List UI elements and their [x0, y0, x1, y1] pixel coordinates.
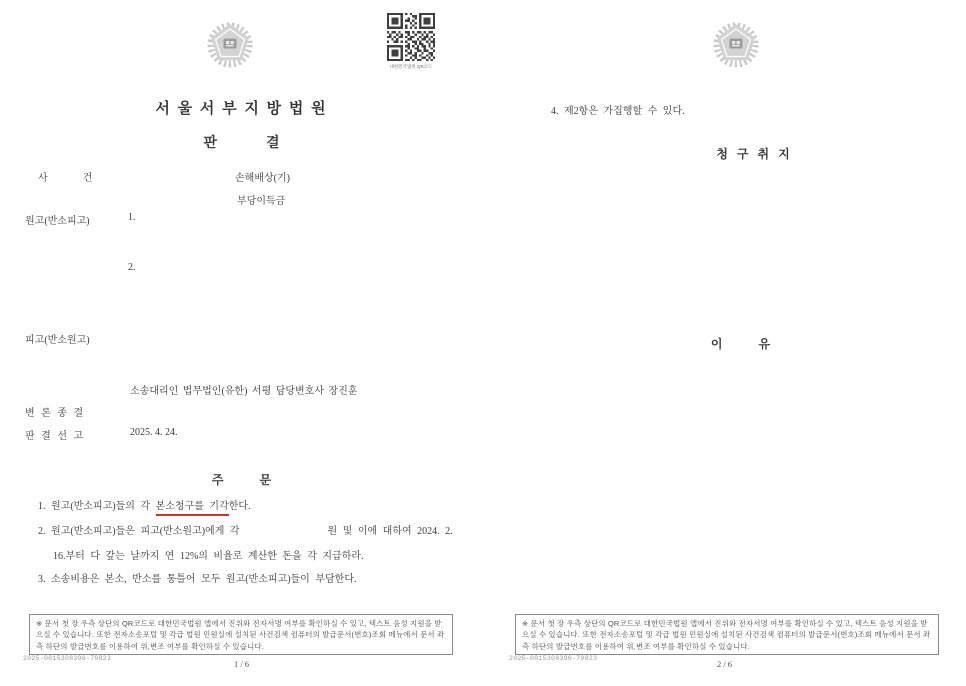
sentencing-label: 판 결 선 고 — [25, 431, 86, 442]
sentencing-date: 2025. 4. 24. — [130, 427, 178, 438]
court-emblem-logo — [705, 20, 767, 72]
judgment-page-2 — [483, 0, 966, 686]
case-name-2: 부당이득금 — [237, 196, 286, 207]
issuance-number: 2025-0015308396-79823 — [509, 655, 598, 662]
order-item-1-suffix: 한다. — [228, 501, 251, 512]
defendant-label: 피고(반소원고) — [25, 335, 90, 346]
case-label: 사 건 — [38, 173, 93, 184]
page-number: 2 / 6 — [716, 659, 733, 669]
page-number: 1 / 6 — [233, 659, 250, 669]
document-type-heading: 판 결 — [203, 136, 280, 151]
order-item-1-red-underlined-text: 본소청구를 기각 — [156, 501, 229, 516]
order-item-2-line-2: 16.부터 다 갚는 날까지 연 12%의 비율로 계산한 돈을 각 지급하라. — [53, 551, 364, 562]
order-item-3: 3. 소송비용은 본소, 반소를 통틀어 모두 원고(반소피고)들이 부담한다. — [38, 574, 357, 585]
court-emblem-logo — [199, 20, 261, 72]
qr-code-caption: 대한민국법원 QR코드 — [389, 64, 433, 69]
verification-notice-box: ※ 문서 첫 장 우측 상단의 QR코드로 대한민국법원 앱에서 진위와 전자서명 여부를 확인하실 수 있고, 텍스트 음성 지원을 받으실 수 있습니다. 또한 전자소송포털 및 각급 법원 민원실에 설치된 사건검색 컴퓨터의 발급문서(번호)조회 메뉴에서 문서 좌측 하단의 발급번호를 이용하여 위,변조 여부를 확인하실 수 있습니다. — [29, 614, 453, 655]
counsel-line: 소송대리인 법무법인(유한) 서평 담당변호사 장진훈 — [130, 386, 358, 397]
claim-purpose-heading: 청 구 취 지 — [716, 147, 793, 161]
case-name-1: 손해배상(기) — [235, 173, 290, 184]
order-section-heading: 주 문 — [211, 473, 272, 487]
issuance-number: 2025-0015308396-79823 — [23, 655, 112, 662]
verification-notice-box: ※ 문서 첫 장 우측 상단의 QR코드로 대한민국법원 앱에서 진위와 전자서명 여부를 확인하실 수 있고, 텍스트 음성 지원을 받으실 수 있습니다. 또한 전자소송포털 및 각급 법원 민원실에 설치된 사건검색 컴퓨터의 발급문서(번호)조회 메뉴에서 문서 좌측 하단의 발급번호를 이용하여 위,변조 여부를 확인하실 수 있습니다. — [515, 614, 939, 655]
hearing-closed-label: 변 론 종 결 — [25, 408, 86, 419]
qr-code — [385, 11, 437, 63]
court-name-title: 서 울 서 부 지 방 법 원 — [155, 101, 328, 117]
order-item-1-prefix: 1. 원고(반소피고)들의 각 — [38, 501, 156, 512]
order-item-4: 4. 제2항은 가집행할 수 있다. — [551, 106, 685, 117]
order-item-2-line-1: 2. 원고(반소피고)들은 피고(반소원고)에게 각 원 및 이에 대하여 2024. 2. — [38, 526, 453, 537]
reasons-heading: 이 유 — [710, 337, 771, 351]
plaintiff-label: 원고(반소피고) — [25, 216, 90, 227]
order-item-1 — [38, 497, 251, 512]
plaintiff-item-2: 2. — [128, 262, 136, 273]
plaintiff-item-1: 1. — [128, 212, 136, 223]
